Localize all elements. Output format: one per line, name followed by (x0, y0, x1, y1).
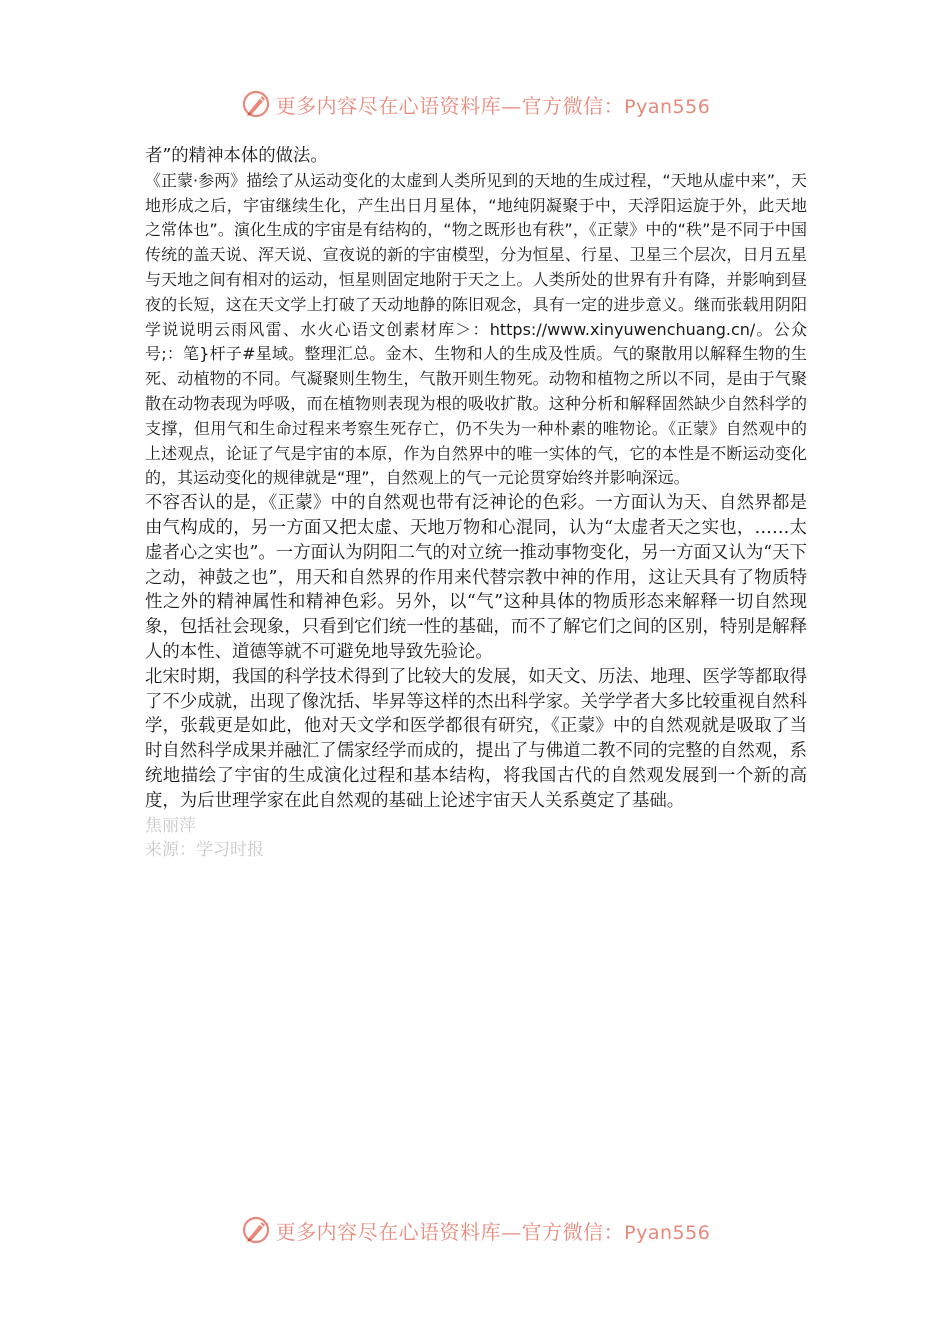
paragraph-4: 北宋时期，我国的科学技术得到了比较大的发展，如天文、历法、地理、医学等都取得了不少成就，出现了像沈括、毕昇等这样的杰出科学家。关学学者大多比较重视自然科学，张载更是如此，他对天文学和医学都很有研究，《正蒙》中的自然观就是吸取了当时自然科学成果并融汇了儒家经学而成的，提出了与佛道二教不同的完整的自然观，系统地描绘了宇宙的生成演化过程和基本结构，将我国古代的自然观发展到一个新的高度，为后世理学家在此自然观的基础上论述宇宙天人关系奠定了基础。 (145, 666, 807, 811)
banner-text (276, 90, 711, 119)
paragraph-2: 《正蒙·参两》描绘了从运动变化的太虚到人类所见到的天地的生成过程，“天地从虚中来”，天地形成之后，宇宙继续生化，产生出日月星体，“地纯阴凝聚于中，天浮阳运旋于外，此天地之常体也”。演化生成的宇宙是有结构的，“物之既形也有秩”，《正蒙》中的“秩”是不同于中国传统的盖天说、浑天说、宣夜说的新的宇宙模型，分为恒星、行星、卫星三个层次，日月五星与天地之间有相对的运动，恒星则固定地附于天之上。人类所处的世界有升有降，并影响到昼夜的长短，这在天文学上打破了天动地静的陈旧观念，具有一定的进步意义。继而张载用阴阳学说说明云雨风雷、水火心语文创素材库＞：https://www.xinyuwenchuang.cn/。公众号;：笔}杆子#星域。整理汇总。金木、生物和人的生成及性质。气的聚散用以解释生物的生死、动植物的不同。气凝聚则生物生，气散开则生物死。动物和植物之所以不同，是由于气聚散在动物表现为呼吸，而在植物则表现为根的吸收扩散。这种分析和解释固然缺少自然科学的支撑，但用气和生命过程来考察生死存亡，仍不失为一种朴素的唯物论。《正蒙》自然观中的上述观点，论证了气是宇宙的本原，作为自然界中的唯一实体的气，它的本性是不断运动变化的，其运动变化的规律就是“理”，自然观上的气一元论贯穿始终并影响深远。 (145, 170, 807, 488)
banner-text-cn: 更多内容尽在心语资料库—官方微信： (275, 1219, 625, 1244)
article-body (145, 144, 807, 863)
article-author: 焦丽萍 (145, 815, 196, 836)
pen-logo-icon (240, 88, 272, 120)
pen-logo-icon (240, 1214, 272, 1246)
banner-text (276, 1216, 711, 1245)
header-banner (0, 84, 950, 124)
article-source: 来源：学习时报 (145, 840, 264, 861)
paragraph-1: 者”的精神本体的做法。 (145, 146, 328, 166)
paragraph-3: 不容否认的是，《正蒙》中的自然观也带有泛神论的色彩。一方面认为天、自然界都是由气构成的，另一方面又把太虚、天地万物和心混同，认为“太虚者天之实也，……太虚者心之实也”。一方面认为阴阳二气的对立统一推动事物变化，另一方面又认为“天下之动，神鼓之也”，用天和自然界的作用来代替宗教中神的作用，这让天具有了物质特性之外的精神属性和精神色彩。另外，以“气”这种具体的物质形态来解释一切自然现象，包括社会现象，只看到它们统一性的基础，而不了解它们之间的区别，特别是解释人的本性、道德等就不可避免地导致先验论。 (145, 493, 807, 662)
footer-banner (0, 1210, 950, 1250)
banner-wechat-id: Pyan556 (624, 1221, 711, 1244)
banner-wechat-id: Pyan556 (624, 95, 711, 118)
banner-text-cn: 更多内容尽在心语资料库—官方微信： (275, 93, 625, 118)
